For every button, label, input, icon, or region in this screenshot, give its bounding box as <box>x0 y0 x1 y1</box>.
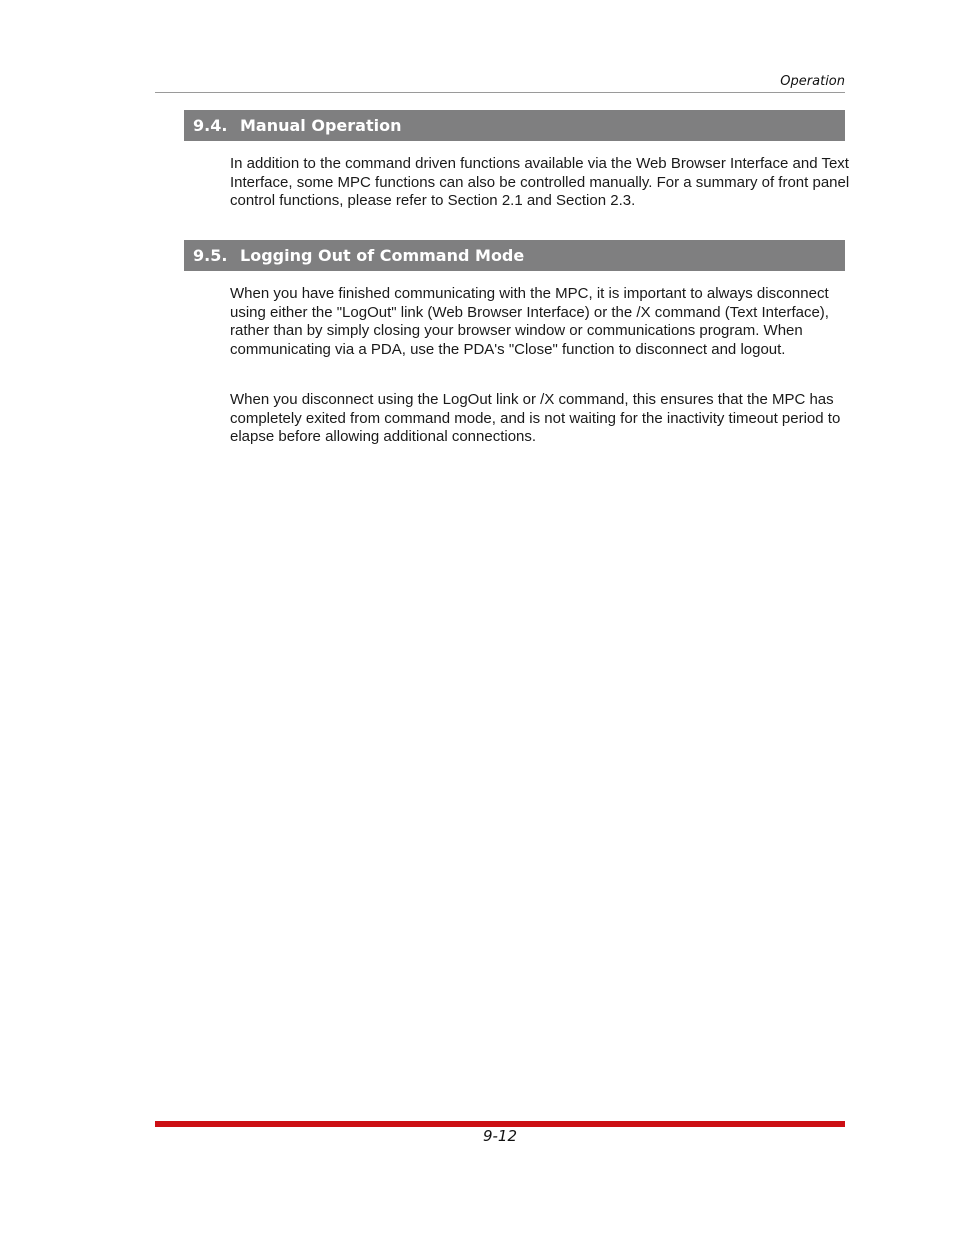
section-number: 9.5. <box>193 246 228 265</box>
paragraph-logging-out-2: When you disconnect using the LogOut link or /X command, this ensures that the MPC has completely exited from command mode, and is not waiting for the inactivity timeout period to elapse before allowing additional connections. <box>230 391 841 446</box>
paragraph-logging-out-1: When you have finished communicating with the MPC, it is important to always disconnect using either the "LogOut" link (Web Browser Interface) or the /X command (Text Interface), rather than by simply closing your browser window or communications program. When communicating via a PDA, use the PDA's "Close" function to disconnect and logout. <box>230 285 829 358</box>
paragraph-manual-operation: In addition to the command driven functions available via the Web Browser Interface and Text Interface, some MPC functions can also be controlled manually. For a summary of front panel control functions, please refer to Section 2.1 and Section 2.3. <box>230 155 850 210</box>
section-title: Logging Out of Command Mode <box>240 246 525 265</box>
section-number: 9.4. <box>193 116 228 135</box>
section-heading-manual-operation <box>184 110 845 141</box>
running-header-title: Operation <box>780 74 845 89</box>
section-heading-logging-out <box>184 240 845 271</box>
running-header <box>155 73 845 93</box>
page-number: 9-12 <box>482 1127 518 1145</box>
section-title: Manual Operation <box>240 116 402 135</box>
